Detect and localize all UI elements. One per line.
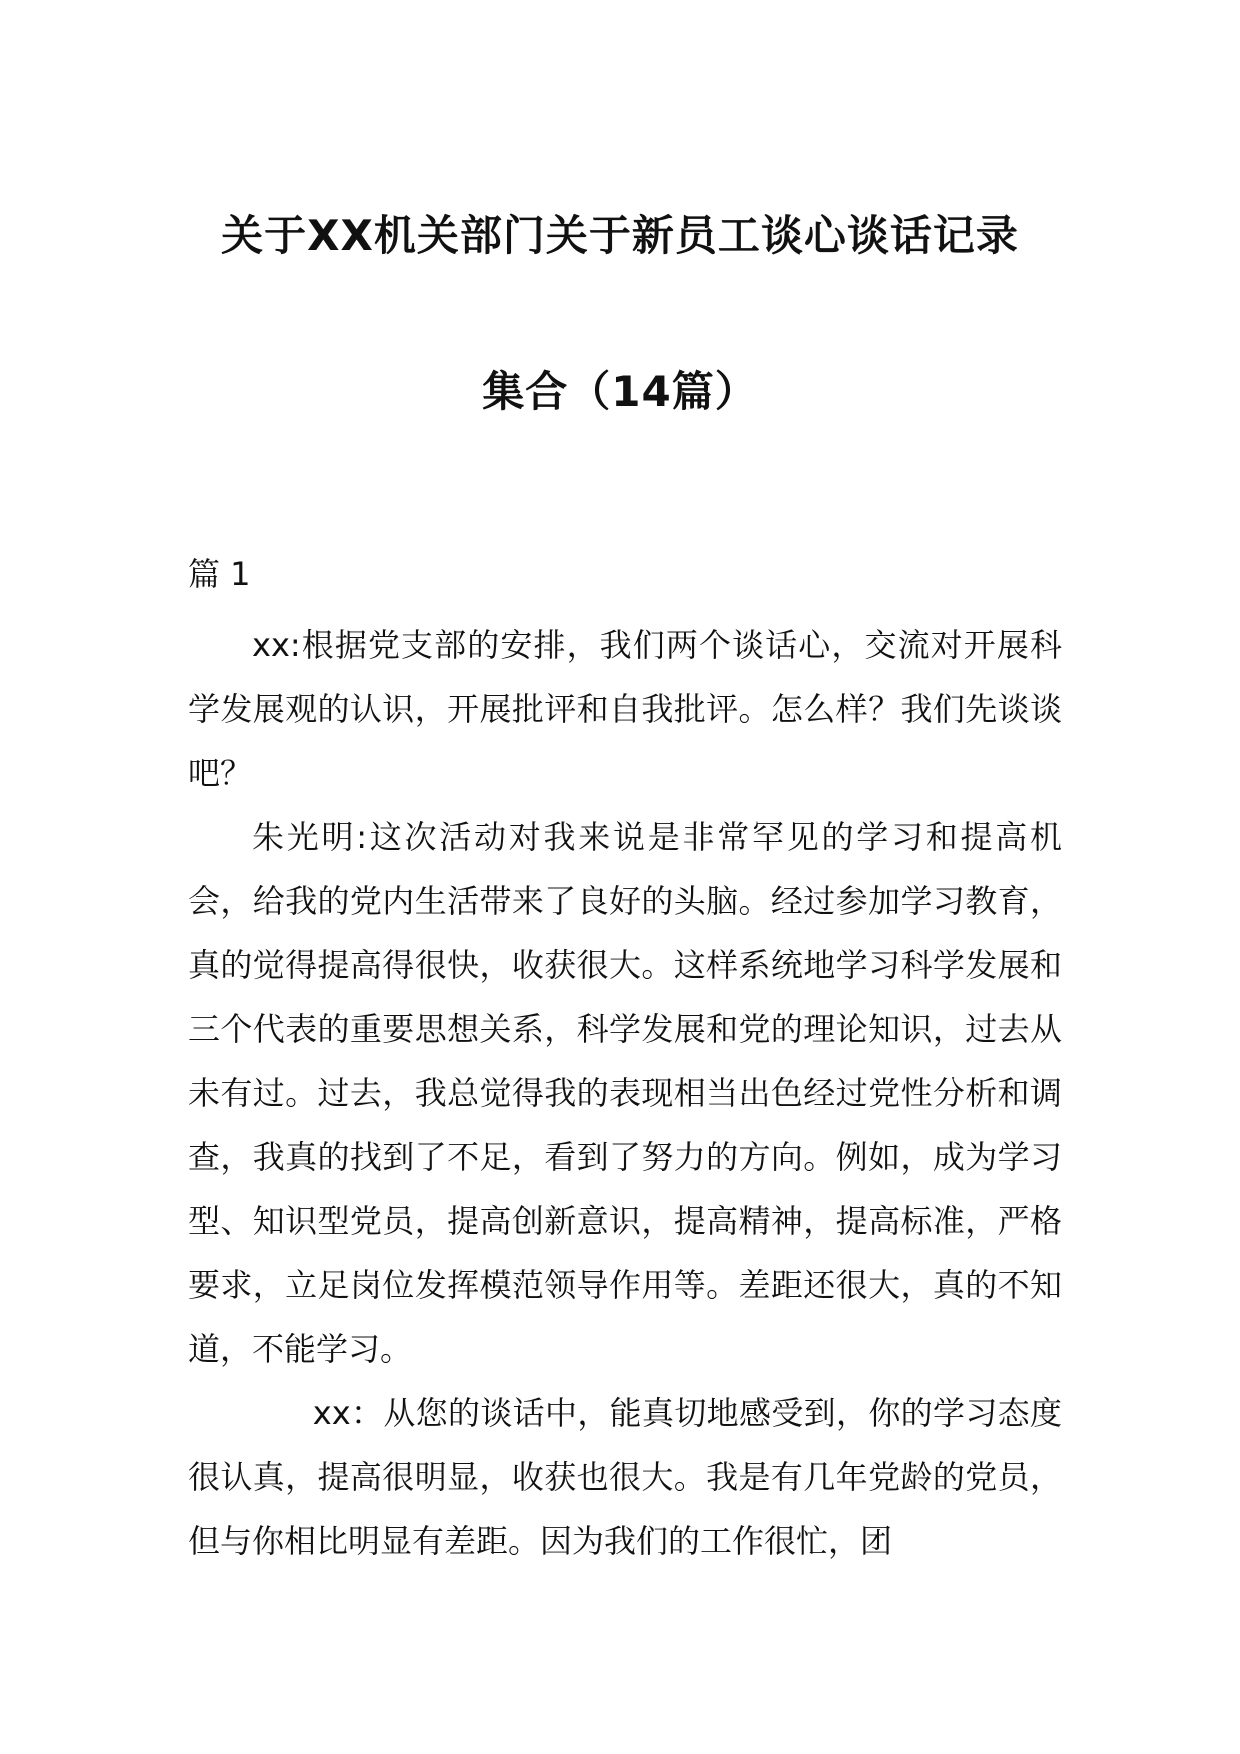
paragraph-3: xx：从您的谈话中，能真切地感受到，你的学习态度很认真，提高很明显，收获也很大。我是有几年党龄的党员，但与你相比明显有差距。因为我们的工作很忙，团 [188,1394,1062,1560]
section-label: 篇 1 [188,555,251,593]
paragraph-1: xx:根据党支部的安排，我们两个谈话心，交流对开展科学发展观的认识，开展批评和自我批评。怎么样？我们先谈谈吧？ [188,626,1062,792]
paragraph-2: 朱光明:这次活动对我来说是非常罕见的学习和提高机会，给我的党内生活带来了良好的头脑。经过参加学习教育，真的觉得提高得很快，收获很大。这样系统地学习科学发展和三个代表的重要思想关系，科学发展和党的理论知识，过去从未有过。过去，我总觉得我的表现相当出色经过党性分析和调查，我真的找到了不足，看到了努力的方向。例如，成为学习型、知识型党员，提高创新意识，提高精神，提高标准，严格要求，立足岗位发挥模范领导作用等。差距还很大，真的不知道，不能学习。 [188,818,1062,1368]
document-title-line-1: 关于XX机关部门关于新员工谈心谈话记录 [221,211,1019,260]
document-body [188,613,1062,1573]
document-title-line-2: 集合（14篇） [482,367,758,416]
